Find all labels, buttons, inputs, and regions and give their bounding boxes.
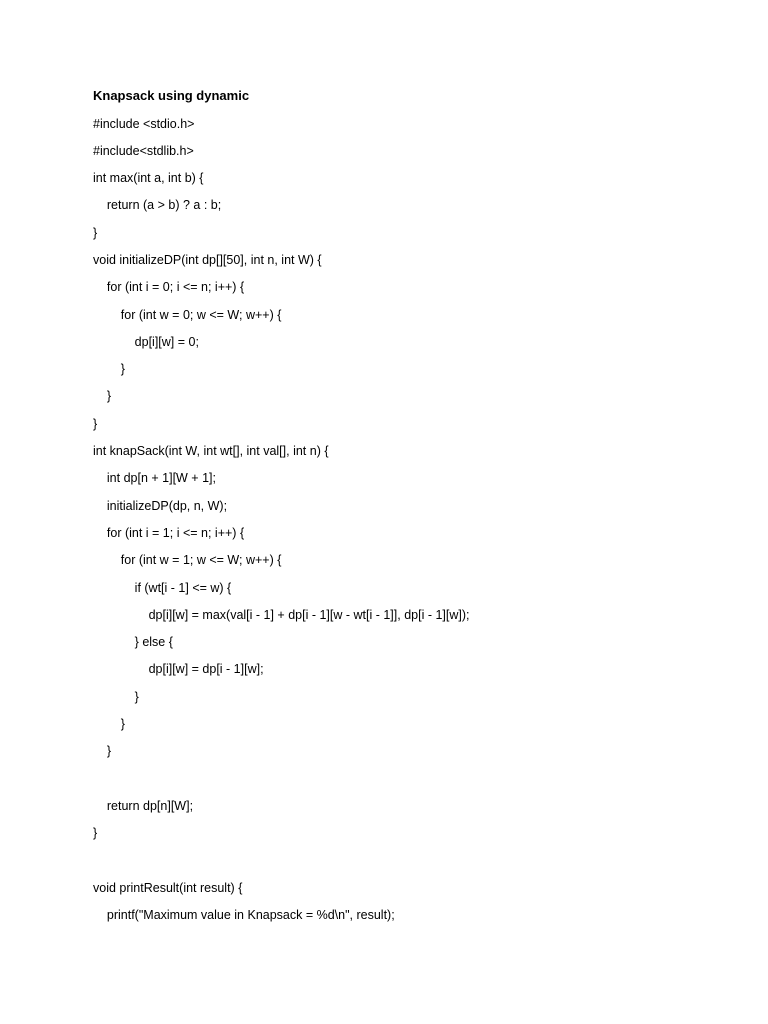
code-line: #include<stdlib.h>	[93, 143, 194, 158]
code-line-blank	[93, 769, 470, 796]
code-line: }	[93, 416, 98, 431]
code-line: }	[93, 362, 125, 377]
code-line: }	[93, 225, 98, 240]
code-line: for (int i = 0; i <= n; i++) {	[93, 280, 245, 295]
code-line: }	[93, 689, 139, 704]
code-block	[93, 114, 470, 933]
code-line: for (int w = 0; w <= W; w++) {	[93, 307, 282, 322]
document-title: Knapsack using dynamic	[93, 88, 250, 103]
code-line: void printResult(int result) {	[93, 880, 243, 895]
code-line: }	[93, 717, 125, 732]
code-line: #include <stdio.h>	[93, 116, 195, 131]
code-line: int knapSack(int W, int wt[], int val[], int n) {	[93, 444, 329, 459]
code-line: for (int w = 1; w <= W; w++) {	[93, 553, 282, 568]
code-line-blank	[93, 851, 470, 878]
code-line: }	[93, 826, 98, 841]
code-line: } else {	[93, 635, 173, 650]
code-line: return (a > b) ? a : b;	[93, 198, 222, 213]
code-line: for (int i = 1; i <= n; i++) {	[93, 525, 245, 540]
code-line: initializeDP(dp, n, W);	[93, 498, 228, 513]
code-line: }	[93, 744, 112, 759]
code-line: dp[i][w] = dp[i - 1][w];	[93, 662, 264, 677]
code-line: printf("Maximum value in Knapsack = %d\n", result);	[93, 908, 395, 923]
code-line: if (wt[i - 1] <= w) {	[93, 580, 232, 595]
code-line: int max(int a, int b) {	[93, 171, 204, 186]
code-line: int dp[n + 1][W + 1];	[93, 471, 216, 486]
code-line: dp[i][w] = max(val[i - 1] + dp[i - 1][w - wt[i - 1]], dp[i - 1][w]);	[93, 607, 470, 622]
code-line: return dp[n][W];	[93, 798, 194, 813]
code-line: dp[i][w] = 0;	[93, 334, 199, 349]
code-line: void initializeDP(int dp[][50], int n, int W) {	[93, 252, 322, 267]
code-line: }	[93, 389, 112, 404]
